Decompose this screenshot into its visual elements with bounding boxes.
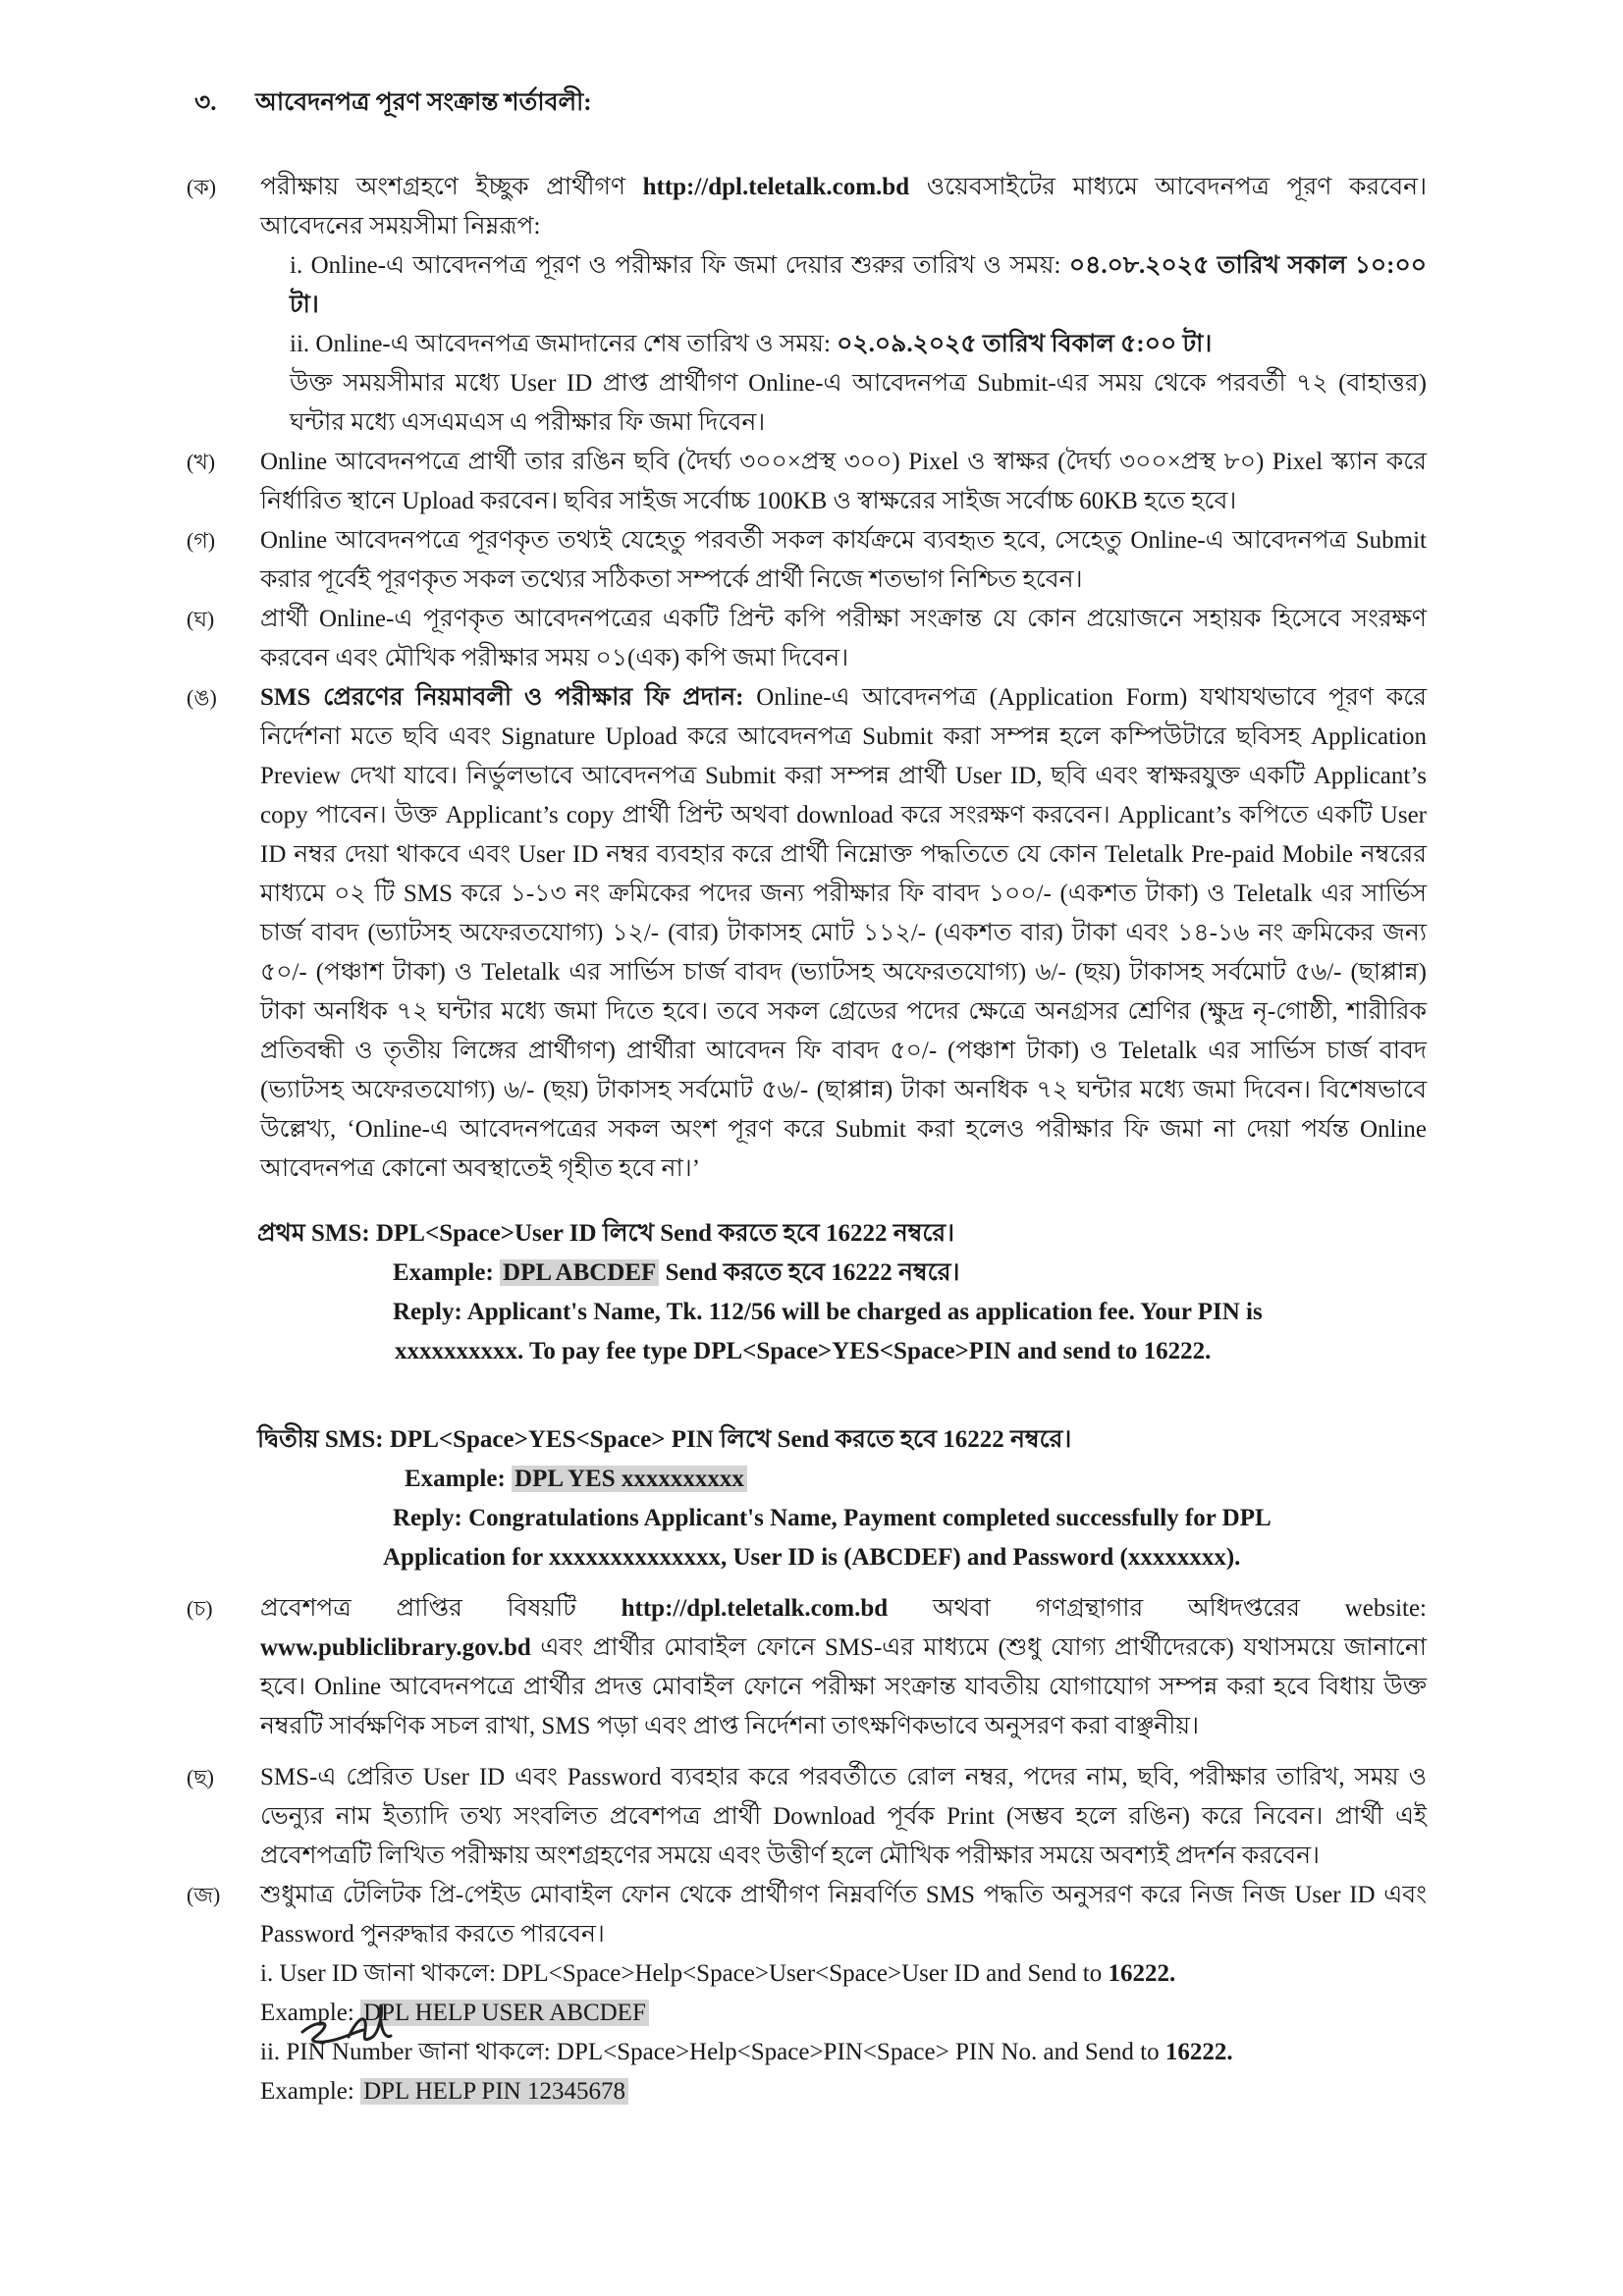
clause-text: প্রবেশপত্র প্রাপ্তির বিষয়টি xyxy=(260,1595,576,1622)
first-sms-block xyxy=(257,1214,1427,1371)
clause-gha xyxy=(187,600,1427,678)
example-label: Example: xyxy=(393,1259,494,1286)
sms-rules-heading: SMS প্রেরণের নিয়মাবলী ও পরীক্ষার ফি প্রদান: xyxy=(260,684,744,711)
clause-marker: (ক) xyxy=(187,175,217,199)
second-sms-block xyxy=(257,1420,1427,1577)
section-heading xyxy=(187,83,1427,123)
example-code: DPL ABCDEF xyxy=(500,1259,659,1286)
clause-note: উক্ত সময়সীমার মধ্যে User ID প্রাপ্ত প্রার্থীগণ Online-এ আবেদনপত্র Submit-এর সময় থেকে পরবর্তী ৭২ (বাহাত্তর) ঘন্টার মধ্যে এসএমএস এ পরীক্ষার ফি জমা দিবেন। xyxy=(290,370,1427,436)
signature-mark xyxy=(295,1993,403,2061)
reply-line: Reply: Congratulations Applicant's Name, Payment completed successfully for DPL xyxy=(393,1505,1271,1531)
example-code: DPL HELP USER ABCDEF xyxy=(360,2000,649,2026)
example-label: Example: xyxy=(260,2000,354,2026)
example-label: Example: xyxy=(260,2078,354,2105)
reply-line: Reply: Applicant's Name, Tk. 112/56 will be charged as application fee. Your PIN is xyxy=(393,1299,1263,1325)
clause-text: প্রার্থী Online-এ পূরণকৃত আবেদনপত্রের একটি প্রিন্ট কপি পরীক্ষা সংক্রান্ত যে কোন প্রয়োজনে সহায়ক হিসেবে সংরক্ষণ করবেন এবং মৌখিক পরীক্ষার সময় ০১(এক) কপি জমা দিবেন। xyxy=(260,606,1427,671)
clause-chha xyxy=(187,1758,1427,1876)
clause-marker: (চ) xyxy=(187,1596,213,1621)
clause-marker: (ঙ) xyxy=(187,685,217,710)
clause-marker: (ঘ) xyxy=(187,607,215,631)
section-number: ৩. xyxy=(194,89,217,116)
clause-cha xyxy=(187,1589,1427,1746)
example-tail: Send করতে হবে 16222 নম্বরে। xyxy=(665,1259,960,1286)
clause-kha xyxy=(187,443,1427,521)
teletalk-url: http://dpl.teletalk.com.bd xyxy=(621,1595,889,1622)
short-code: 16222. xyxy=(1108,1960,1176,1987)
clause-uma xyxy=(187,678,1427,1189)
teletalk-url: http://dpl.teletalk.com.bd xyxy=(642,174,910,200)
end-date-label: ii. Online-এ আবেদনপত্র জমাদানের শেষ তারিখ ও সময়: xyxy=(290,331,831,357)
clause-ga xyxy=(187,521,1427,600)
clause-text: Online-এ আবেদনপত্র (Application Form) যথাযথভাবে পূরণ করে নির্দেশনা মতে ছবি এবং Signature Upload করে আবেদনপত্র Submit করা সম্পন্ন হলে কম্পিউটারে ছবিসহ Application Preview দেখা যাবে। নির্ভুলভাবে আবেদনপত্র Submit করা সম্পন্ন প্রার্থী User ID, ছবি এবং স্বাক্ষরযুক্ত একটি Applicant’s copy পাবেন। উক্ত Applicant’s copy প্রার্থী প্রিন্ট অথবা download করে সংরক্ষণ করবেন। Applicant’s কপিতে একটি User ID নম্বর দেয়া থাকবে এবং User ID নম্বর ব্যবহার করে প্রার্থী নিম্নোক্ত পদ্ধতিতে যে কোন Teletalk Pre-paid Mobile নম্বরের মাধ্যমে ০২ টি SMS করে ১-১৩ নং ক্রমিকের পদের জন্য পরীক্ষার ফি বাবদ ১০০/- (একশত টাকা) ও Teletalk এর সার্ভিস চার্জ বাবদ (ভ্যাটসহ অফেরতযোগ্য) ১২/- (বার) টাকাসহ মোট ১১২/- (একশত বার) টাকা এবং ১৪-১৬ নং ক্রমিকের জন্য ৫০/- (পঞ্চাশ টাকা) ও Teletalk এর সার্ভিস চার্জ বাবদ (ভ্যাটসহ অফেরতযোগ্য) ৬/- (ছয়) টাকাসহ সর্বমোট ৫৬/- (ছাপ্পান্ন) টাকা অনধিক ৭২ ঘন্টার মধ্যে জমা দিতে হবে। তবে সকল গ্রেডের পদের ক্ষেত্রে অনগ্রসর শ্রেণির (ক্ষুদ্র নৃ-গোষ্ঠী, শারীরিক প্রতিবন্ধী ও তৃতীয় লিঙ্গের প্রার্থীগণ) প্রার্থীরা আবেদন ফি বাবদ ৫০/- (পঞ্চাশ টাকা) ও Teletalk এর সার্ভিস চার্জ বাবদ (ভ্যাটসহ অফেরতযোগ্য) ৬/- (ছয়) টাকাসহ সর্বমোট ৫৬/- (ছাপ্পান্ন) টাকা অনধিক ৭২ ঘন্টার মধ্যে জমা দিবেন। বিশেষভাবে উল্লেখ্য, ‘Online-এ আবেদনপত্রের সকল অংশ পূরণ করে Submit করা হলেও পরীক্ষার ফি জমা না দেয়া পর্যন্ত Online আবেদনপত্র কোনো অবস্থাতেই গৃহীত হবে না।’ xyxy=(260,684,1427,1182)
clause-ka xyxy=(187,168,1427,443)
clause-text: অথবা গণগ্রন্থাগার অধিদপ্তরের website: xyxy=(932,1595,1427,1622)
library-url: www.publiclibrary.gov.bd xyxy=(260,1634,531,1661)
clause-text: শুধুমাত্র টেলিটক প্রি-পেইড মোবাইল ফোন থেকে প্রার্থীগণ নিম্নবর্ণিত SMS পদ্ধতি অনুসরণ করে নিজ নিজ User ID এবং Password পুনরুদ্ধার করতে পারবেন। xyxy=(260,1882,1427,1948)
example-label: Example: xyxy=(405,1466,506,1492)
start-date-label: i. Online-এ আবেদনপত্র পূরণ ও পরীক্ষার ফি জমা দেয়ার শুরুর তারিখ ও সময়: xyxy=(290,252,1061,279)
section-title: আবেদনপত্র পূরণ সংক্রান্ত শর্তাবলী: xyxy=(255,89,592,116)
clause-text: ওয়েবসাইটের মাধ্যমে আবেদনপত্র পূরণ করবেন। আবেদনের সময়সীমা নিম্নরূপ: xyxy=(260,174,1428,240)
second-sms-label: দ্বিতীয় SMS: DPL<Space>YES<Space> PIN লিখে Send করতে হবে 16222 নম্বরে। xyxy=(257,1426,1072,1453)
clause-text: Online আবেদনপত্রে পূরণকৃত তথ্যই যেহেতু পরবর্তী সকল কার্যক্রমে ব্যবহৃত হবে, সেহেতু Online-এ আবেদনপত্র Submit করার পূর্বেই পূরণকৃত সকল তথ্যের সঠিকতা সম্পর্কে প্রার্থী নিজে শতভাগ নিশ্চিত হবেন। xyxy=(260,527,1427,593)
first-sms-label: প্রথম SMS: DPL<Space>User ID লিখে Send করতে হবে 16222 নম্বরে। xyxy=(257,1220,955,1247)
clause-marker: (জ) xyxy=(187,1883,221,1907)
clause-marker: (খ) xyxy=(187,450,216,474)
recovery-item: i. User ID জানা থাকলে: DPL<Space>Help<Space>User<Space>User ID and Send to xyxy=(260,1960,1103,1987)
reply-line: Application for xxxxxxxxxxxxxx, User ID is (ABCDEF) and Password (xxxxxxxx). xyxy=(383,1544,1241,1571)
clause-text: SMS-এ প্রেরিত User ID এবং Password ব্যবহার করে পরবর্তীতে রোল নম্বর, পদের নাম, ছবি, পরীক্ষার তারিখ, সময় ও ভেন্যুর নাম ইত্যাদি তথ্য সংবলিত প্রবেশপত্র প্রার্থী Download পূর্বক Print (সম্ভব হলে রঙিন) করে নিবেন। প্রার্থী এই প্রবেশপত্রটি লিখিত পরীক্ষায় অংশগ্রহণের সময়ে এবং উত্তীর্ণ হলে মৌখিক পরীক্ষার সময়ে অবশ্যই প্রদর্শন করবেন। xyxy=(260,1764,1427,1869)
clause-text: Online আবেদনপত্রে প্রার্থী তার রঙিন ছবি (দৈর্ঘ্য ৩০০×প্রস্থ ৩০০) Pixel ও স্বাক্ষর (দৈর্ঘ্য ৩০০×প্রস্থ ৮০) Pixel স্ক্যান করে নির্ধারিত স্থানে Upload করবেন। ছবির সাইজ সর্বোচ্চ 100KB ও স্বাক্ষরের সাইজ সর্বোচ্চ 60KB হতে হবে। xyxy=(260,449,1427,514)
example-code: DPL HELP PIN 12345678 xyxy=(360,2078,628,2105)
reply-line: xxxxxxxxxx. To pay fee type DPL<Space>YES<Space>PIN and send to 16222. xyxy=(395,1338,1212,1364)
example-code: DPL YES xxxxxxxxxx xyxy=(512,1466,747,1492)
start-date-value: ০৪.০৮.২০২৫ তারিখ সকাল ১০:০০ টা। xyxy=(290,252,1428,318)
clause-marker: (ছ) xyxy=(187,1765,214,1789)
recovery-item: ii. PIN Number জানা থাকলে: DPL<Space>Help<Space>PIN<Space> PIN No. and Send to xyxy=(260,2039,1160,2065)
end-date-value: ০২.০৯.২০২৫ তারিখ বিকাল ৫:০০ টা। xyxy=(837,331,1213,357)
short-code: 16222. xyxy=(1164,2039,1233,2065)
clause-marker: (গ) xyxy=(187,528,216,553)
clause-text: পরীক্ষায় অংশগ্রহণে ইচ্ছুক প্রার্থীগণ xyxy=(260,174,625,200)
clause-text: এবং প্রার্থীর মোবাইল ফোনে SMS-এর মাধ্যমে (শুধু যোগ্য প্রার্থীদেরকে) যথাসময়ে জানানো হবে। Online আবেদনপত্রে প্রার্থীর প্রদত্ত মোবাইল ফোনে পরীক্ষা সংক্রান্ত যাবতীয় যোগাযোগ সম্পন্ন করা হবে বিধায় উক্ত নম্বরটি সার্বক্ষণিক সচল রাখা, SMS পড়া এবং প্রাপ্ত নির্দেশনা তাৎক্ষণিকভাবে অনুসরণ করা বাঞ্ছনীয়। xyxy=(260,1634,1427,1739)
